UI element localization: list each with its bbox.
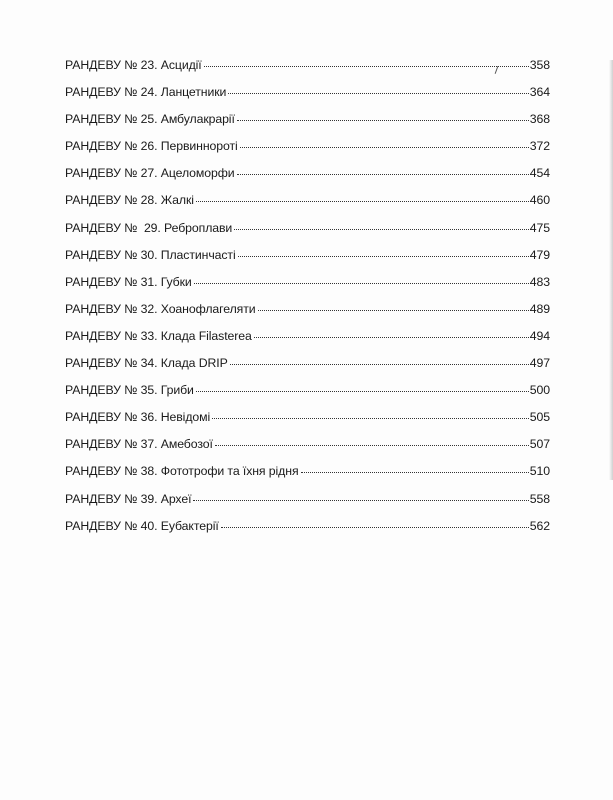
toc-entry-page: 372 bbox=[529, 139, 550, 154]
toc-entry-title: РАНДЕВУ № 27. Ацеломорфи bbox=[65, 166, 235, 181]
toc-entry-title: РАНДЕВУ № 34. Клада DRIP bbox=[65, 356, 228, 371]
toc-entry bbox=[65, 464, 550, 491]
toc-entry-page: 558 bbox=[529, 491, 550, 506]
toc-entry-page: 364 bbox=[529, 85, 550, 100]
toc-entry-page: 507 bbox=[529, 437, 550, 452]
toc-entry bbox=[65, 383, 550, 410]
toc-entry bbox=[65, 248, 550, 275]
dot-leader bbox=[237, 120, 529, 121]
dot-leader bbox=[194, 283, 529, 284]
toc-entry-title: РАНДЕВУ № 30. Пластинчасті bbox=[65, 247, 236, 262]
toc-entry bbox=[65, 356, 550, 383]
dot-leader bbox=[237, 174, 529, 175]
toc-entry-title: РАНДЕВУ № 29. Реброплави bbox=[65, 220, 233, 235]
toc-entry bbox=[65, 166, 550, 193]
toc-entry-page: 494 bbox=[529, 328, 550, 343]
dot-leader bbox=[196, 391, 529, 392]
toc-entry-page: 489 bbox=[529, 301, 550, 316]
dot-leader bbox=[196, 201, 529, 202]
toc-entry bbox=[65, 410, 550, 437]
toc-entry bbox=[65, 139, 550, 166]
dot-leader bbox=[254, 337, 529, 338]
toc-entry-title: РАНДЕВУ № 33. Клада Filasterea bbox=[65, 328, 252, 343]
dot-leader bbox=[212, 418, 529, 419]
toc-entry-page: 510 bbox=[529, 464, 550, 479]
toc-entry-page: 505 bbox=[529, 410, 550, 425]
toc-entry bbox=[65, 275, 550, 302]
toc-entry-title: РАНДЕВУ № 31. Губки bbox=[65, 274, 192, 289]
toc-entry-page: 562 bbox=[529, 518, 550, 533]
dot-leader bbox=[258, 310, 529, 311]
toc-entry-title: РАНДЕВУ № 24. Ланцетники bbox=[65, 85, 227, 100]
dot-leader bbox=[215, 445, 529, 446]
toc-entry-title: РАНДЕВУ № 37. Амебозої bbox=[65, 437, 213, 452]
toc-entry bbox=[65, 112, 550, 139]
toc-entry-title: РАНДЕВУ № 38. Фототрофи та їхня рідня bbox=[65, 464, 299, 479]
dot-leader bbox=[238, 256, 529, 257]
toc-entry-page: 368 bbox=[529, 112, 550, 127]
toc-entry-page: 460 bbox=[529, 193, 550, 208]
dot-leader bbox=[234, 229, 529, 230]
toc-entry bbox=[65, 193, 550, 220]
toc-entry bbox=[65, 302, 550, 329]
dot-leader bbox=[228, 93, 528, 94]
toc-entry bbox=[65, 437, 550, 464]
toc-entry bbox=[65, 519, 550, 546]
toc-entry-title: РАНДЕВУ № 26. Первиннороті bbox=[65, 139, 238, 154]
toc-entry-page: 500 bbox=[529, 383, 550, 398]
toc-entry-title: РАНДЕВУ № 40. Еубактерії bbox=[65, 518, 219, 533]
toc-entry-title: РАНДЕВУ № 28. Жалкі bbox=[65, 193, 194, 208]
toc-entry-page: 475 bbox=[529, 220, 550, 235]
dot-leader bbox=[230, 364, 529, 365]
dot-leader bbox=[301, 472, 529, 473]
dot-leader bbox=[221, 527, 529, 528]
dot-leader bbox=[240, 147, 529, 148]
toc-entry-page: 497 bbox=[529, 356, 550, 371]
toc-entry-title: РАНДЕВУ № 32. Хоанофлагеляти bbox=[65, 301, 256, 316]
toc-entry-page: 358 bbox=[529, 58, 550, 72]
toc-entry bbox=[65, 492, 550, 519]
table-of-contents bbox=[65, 58, 550, 546]
toc-entry bbox=[65, 58, 550, 85]
toc-entry-title: РАНДЕВУ № 36. Невідомі bbox=[65, 410, 211, 425]
toc-entry bbox=[65, 221, 550, 248]
toc-entry bbox=[65, 329, 550, 356]
toc-entry-title: РАНДЕВУ № 23. Асцидії bbox=[65, 58, 202, 72]
toc-entry-title: РАНДЕВУ № 35. Гриби bbox=[65, 383, 194, 398]
toc-entry-page: 479 bbox=[529, 247, 550, 262]
toc-entry bbox=[65, 85, 550, 112]
toc-entry-title: РАНДЕВУ № 39. Археї bbox=[65, 491, 192, 506]
dot-leader bbox=[193, 500, 528, 501]
dot-leader bbox=[204, 66, 529, 67]
toc-entry-page: 454 bbox=[529, 166, 550, 181]
toc-entry-page: 483 bbox=[529, 274, 550, 289]
toc-entry-title: РАНДЕВУ № 25. Амбулакрарії bbox=[65, 112, 235, 127]
scan-shadow-edge bbox=[609, 60, 613, 480]
